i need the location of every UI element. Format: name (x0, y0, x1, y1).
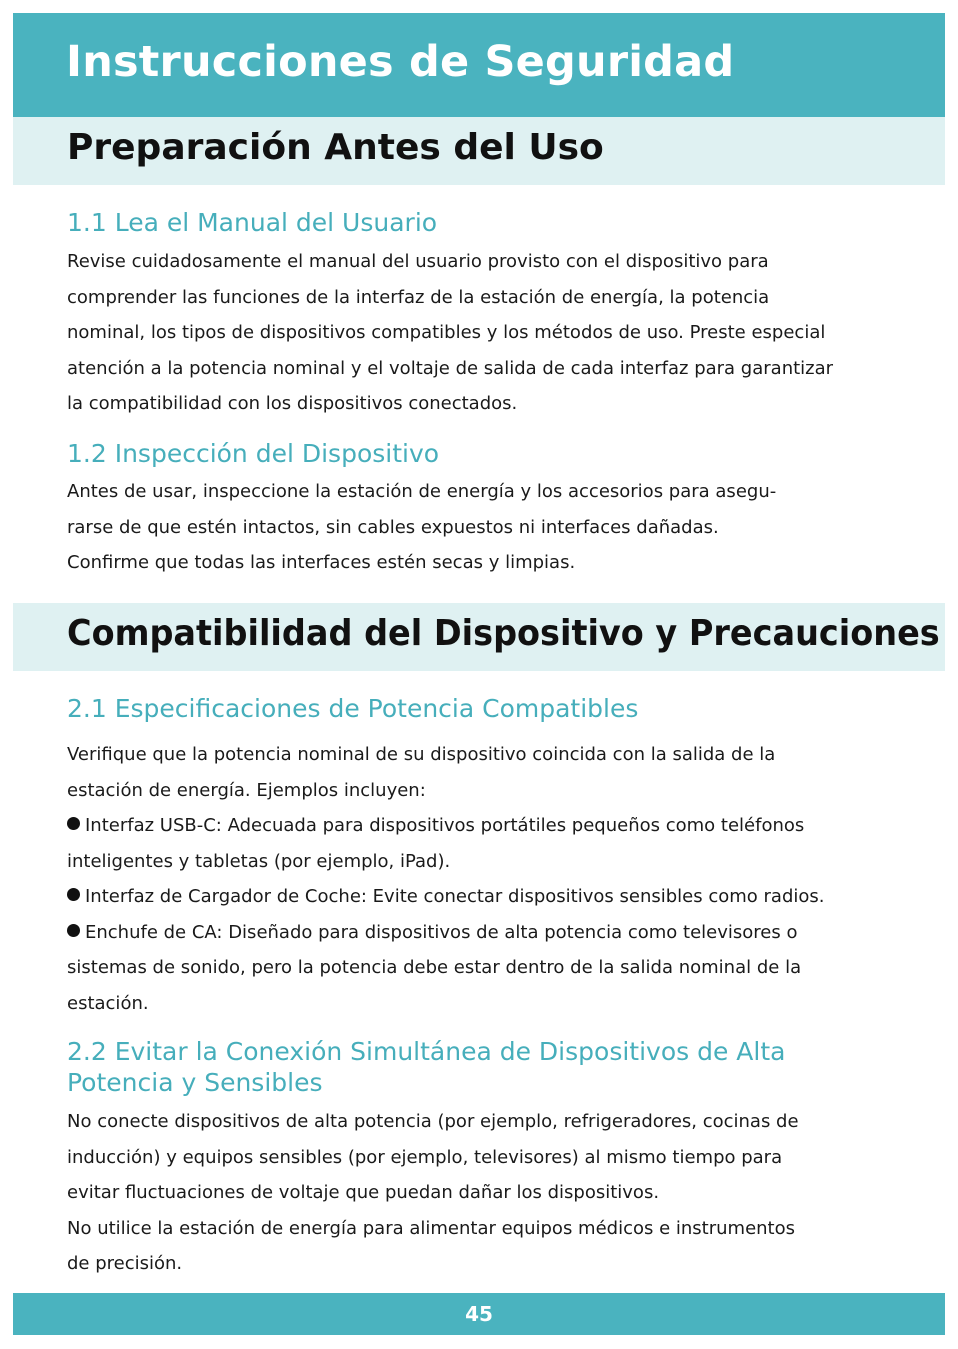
text-line: la compatibilidad con los dispositivos conectados. (67, 393, 518, 414)
bullet-line (67, 915, 825, 951)
text-line: estación de energía. Ejemplos incluyen: (67, 779, 426, 801)
bullet-line (67, 808, 825, 844)
bullet-line (67, 879, 825, 915)
page-title: Instrucciones de Seguridad (66, 37, 735, 87)
text-line: evitar fluctuaciones de voltaje que puedan dañar los dispositivos. (67, 1182, 660, 1203)
bullet-text: Interfaz de Cargador de Coche: Evite conectar dispositivos sensibles como radios. (85, 886, 825, 907)
text-line: comprender las funciones de la interfaz de la estación de energía, la potencia (67, 286, 770, 308)
subsection-2-1-body (67, 737, 825, 1021)
subsection-2-2-title-line1: 2.2 Evitar la Conexión Simultánea de Dispositivos de Alta (67, 1037, 786, 1066)
text-line: sistemas de sonido, pero la potencia debe estar dentro de la salida nominal de la (67, 957, 802, 978)
text-line: nominal, los tipos de dispositivos compatibles y los métodos de uso. Preste especial (67, 322, 826, 343)
bullet-icon (67, 924, 80, 937)
subsection-2-2-title (67, 1036, 785, 1098)
subsection-1-1-body (67, 244, 833, 422)
subsection-2-2-body (67, 1104, 799, 1282)
section-1-heading: Preparación Antes del Uso (67, 127, 604, 168)
text-line: rarse de que estén intactos, sin cables expuestos ni interfaces dañadas. (67, 516, 719, 538)
text-line: No conecte dispositivos de alta potencia (por ejemplo, refrigeradores, cocinas de (67, 1111, 799, 1132)
section-2-heading: Compatibilidad del Dispositivo y Precauciones (67, 613, 940, 654)
subsection-1-2-title: 1.2 Inspección del Dispositivo (67, 439, 440, 468)
text-line: de precisión. (67, 1253, 183, 1274)
text-line: Antes de usar, inspeccione la estación de energía y los accesorios para asegu- (67, 481, 777, 502)
text-line: inducción) y equipos sensibles (por ejemplo, televisores) al mismo tiempo para (67, 1146, 783, 1168)
text-line: Confirme que todas las interfaces estén secas y limpias. (67, 552, 576, 573)
text-line: estación. (67, 992, 149, 1014)
bullet-text: Enchufe de CA: Diseñado para dispositivos de alta potencia como televisores o (85, 921, 798, 943)
footer-bar (13, 1293, 945, 1335)
page-number: 45 (465, 1302, 493, 1326)
text-line: No utilice la estación de energía para alimentar equipos médicos e instrumentos (67, 1217, 796, 1239)
bullet-icon (67, 888, 80, 901)
text-line: Verifique que la potencia nominal de su dispositivo coincida con la salida de la (67, 744, 776, 765)
subsection-2-1-title: 2.1 Especificaciones de Potencia Compatibles (67, 694, 639, 723)
text-line: Revise cuidadosamente el manual del usuario provisto con el dispositivo para (67, 251, 769, 272)
text-line: inteligentes y tabletas (por ejemplo, iPad). (67, 850, 451, 872)
bullet-text: Interfaz USB-C: Adecuada para dispositivos portátiles pequeños como teléfonos (85, 815, 805, 836)
text-line: atención a la potencia nominal y el voltaje de salida de cada interfaz para garantizar (67, 357, 834, 379)
section-1-banner (13, 117, 945, 185)
title-banner (13, 13, 945, 117)
subsection-1-2-body (67, 474, 776, 581)
bullet-icon (67, 817, 80, 830)
subsection-1-1-title: 1.1 Lea el Manual del Usuario (67, 208, 438, 237)
subsection-2-2-title-line2: Potencia y Sensibles (67, 1068, 323, 1097)
section-2-banner (13, 603, 945, 671)
